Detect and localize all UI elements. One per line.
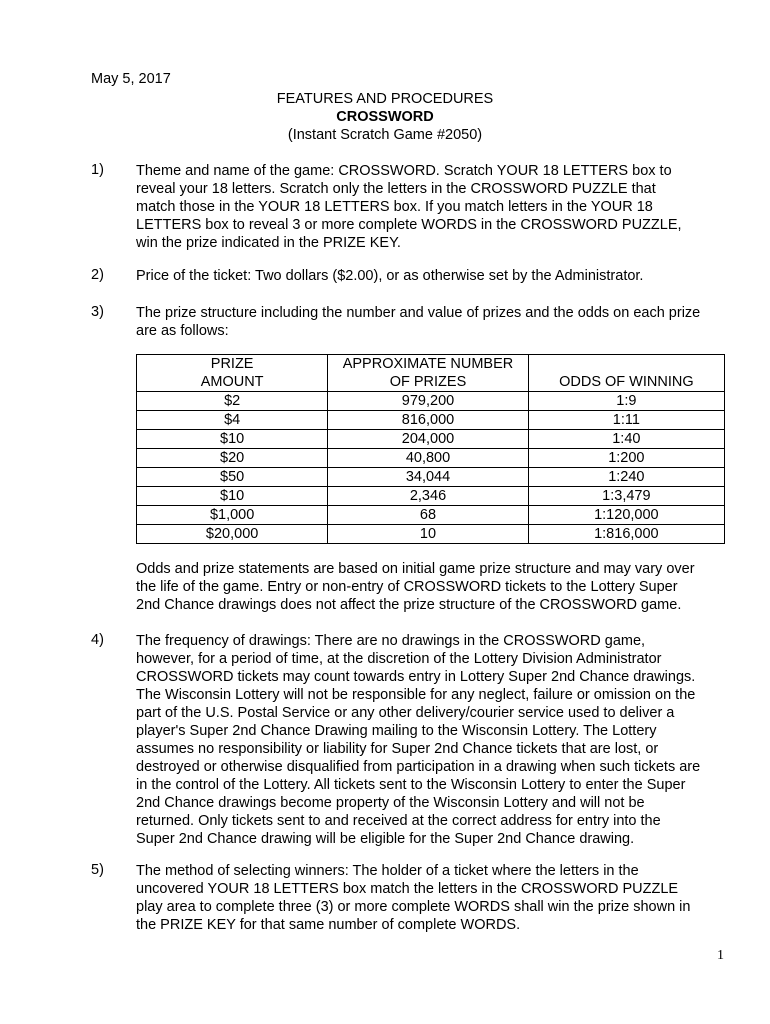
table-row: $50 34,044 1:240 bbox=[137, 468, 725, 487]
section-number: 3) bbox=[91, 304, 104, 320]
section-text bbox=[136, 304, 731, 340]
text-line: however, for a period of time, at the discretion of the Lottery Division Administrator bbox=[136, 651, 662, 667]
table-row: $1,000 68 1:120,000 bbox=[137, 506, 725, 525]
text-line: part of the U.S. Postal Service or any other delivery/courier service used to deliver a bbox=[136, 705, 675, 721]
header-odds: ODDS OF WINNING bbox=[528, 355, 724, 392]
header-prize-amount: PRIZE AMOUNT bbox=[137, 355, 328, 392]
section-number: 1) bbox=[91, 162, 104, 178]
document-header bbox=[0, 90, 770, 144]
table-header-row bbox=[137, 355, 725, 392]
table-row: $10 2,346 1:3,479 bbox=[137, 487, 725, 506]
text-line: 2nd Chance drawings become property of the Wisconsin Lottery and will not be bbox=[136, 795, 645, 811]
section-number: 2) bbox=[91, 267, 104, 283]
game-number: (Instant Scratch Game #2050) bbox=[287, 127, 483, 143]
text-line: reveal your 18 letters. Scratch only the letters in the CROSSWORD PUZZLE that bbox=[136, 181, 656, 197]
table-row: $20 40,800 1:200 bbox=[137, 449, 725, 468]
odds-note bbox=[136, 560, 731, 614]
text-line: The Wisconsin Lottery will not be responsible for any neglect, failure or omission on the bbox=[136, 687, 696, 703]
prize-table bbox=[136, 354, 725, 544]
text-line: in the control of the Lottery. All tickets sent to the Wisconsin Lottery to enter the Super bbox=[136, 777, 686, 793]
text-line: LETTERS box to reveal 3 or more complete WORDS in the CROSSWORD PUZZLE, bbox=[136, 217, 682, 233]
text-line: play area to complete three (3) or more complete WORDS shall win the prize shown in bbox=[136, 899, 691, 915]
text-line: Theme and name of the game: CROSSWORD. Scratch YOUR 18 LETTERS box to bbox=[136, 163, 672, 179]
text-line: Odds and prize statements are based on initial game prize structure and may vary over bbox=[136, 561, 695, 577]
text-line: assumes no responsibility or liability for Super 2nd Chance tickets that are lost, or bbox=[136, 741, 659, 757]
text-line: match those in the YOUR 18 LETTERS box. If you match letters in the YOUR 18 bbox=[136, 199, 653, 215]
table-row: $2 979,200 1:9 bbox=[137, 392, 725, 411]
text-line: 2nd Chance drawings does not affect the prize structure of the CROSSWORD game. bbox=[136, 597, 682, 613]
section-text bbox=[136, 162, 731, 252]
text-line: Price of the ticket: Two dollars ($2.00), or as otherwise set by the Administrator. bbox=[136, 268, 644, 284]
text-line: The frequency of drawings: There are no drawings in the CROSSWORD game, bbox=[136, 633, 646, 649]
document-date: May 5, 2017 bbox=[91, 71, 171, 87]
text-line: are as follows: bbox=[136, 323, 229, 339]
text-line: player's Super 2nd Chance Drawing mailing to the Wisconsin Lottery. The Lottery bbox=[136, 723, 657, 739]
header-title: FEATURES AND PROCEDURES bbox=[276, 91, 494, 107]
text-line: uncovered YOUR 18 LETTERS box match the letters in the CROSSWORD PUZZLE bbox=[136, 881, 679, 897]
text-line: The method of selecting winners: The holder of a ticket where the letters in the bbox=[136, 863, 639, 879]
header-number-of-prizes: APPROXIMATE NUMBER OF PRIZES bbox=[328, 355, 528, 392]
table-row: $20,000 10 1:816,000 bbox=[137, 525, 725, 544]
text-line: The prize structure including the number and value of prizes and the odds on each prize bbox=[136, 305, 701, 321]
text-line: the PRIZE KEY for that same number of complete WORDS. bbox=[136, 917, 521, 933]
section-text bbox=[136, 267, 731, 285]
text-line: the life of the game. Entry or non-entry of CROSSWORD tickets to the Lottery Super bbox=[136, 579, 678, 595]
section-number: 5) bbox=[91, 862, 104, 878]
game-name: CROSSWORD bbox=[336, 109, 434, 125]
section-text bbox=[136, 862, 731, 934]
text-line: win the prize indicated in the PRIZE KEY. bbox=[136, 235, 401, 251]
text-line: CROSSWORD tickets may count towards entry in Lottery Super 2nd Chance drawings. bbox=[136, 669, 696, 685]
table-row: $4 816,000 1:11 bbox=[137, 411, 725, 430]
section-text bbox=[136, 632, 731, 848]
text-line: returned. Only tickets sent to and received at the correct address for entry into the bbox=[136, 813, 661, 829]
table-row: $10 204,000 1:40 bbox=[137, 430, 725, 449]
page-number: 1 bbox=[717, 948, 724, 963]
text-line: destroyed or otherwise disqualified from participation in a drawing when such tickets are bbox=[136, 759, 701, 775]
section-number: 4) bbox=[91, 632, 104, 648]
text-line: Super 2nd Chance drawing will be eligible for the Super 2nd Chance drawing. bbox=[136, 831, 635, 847]
